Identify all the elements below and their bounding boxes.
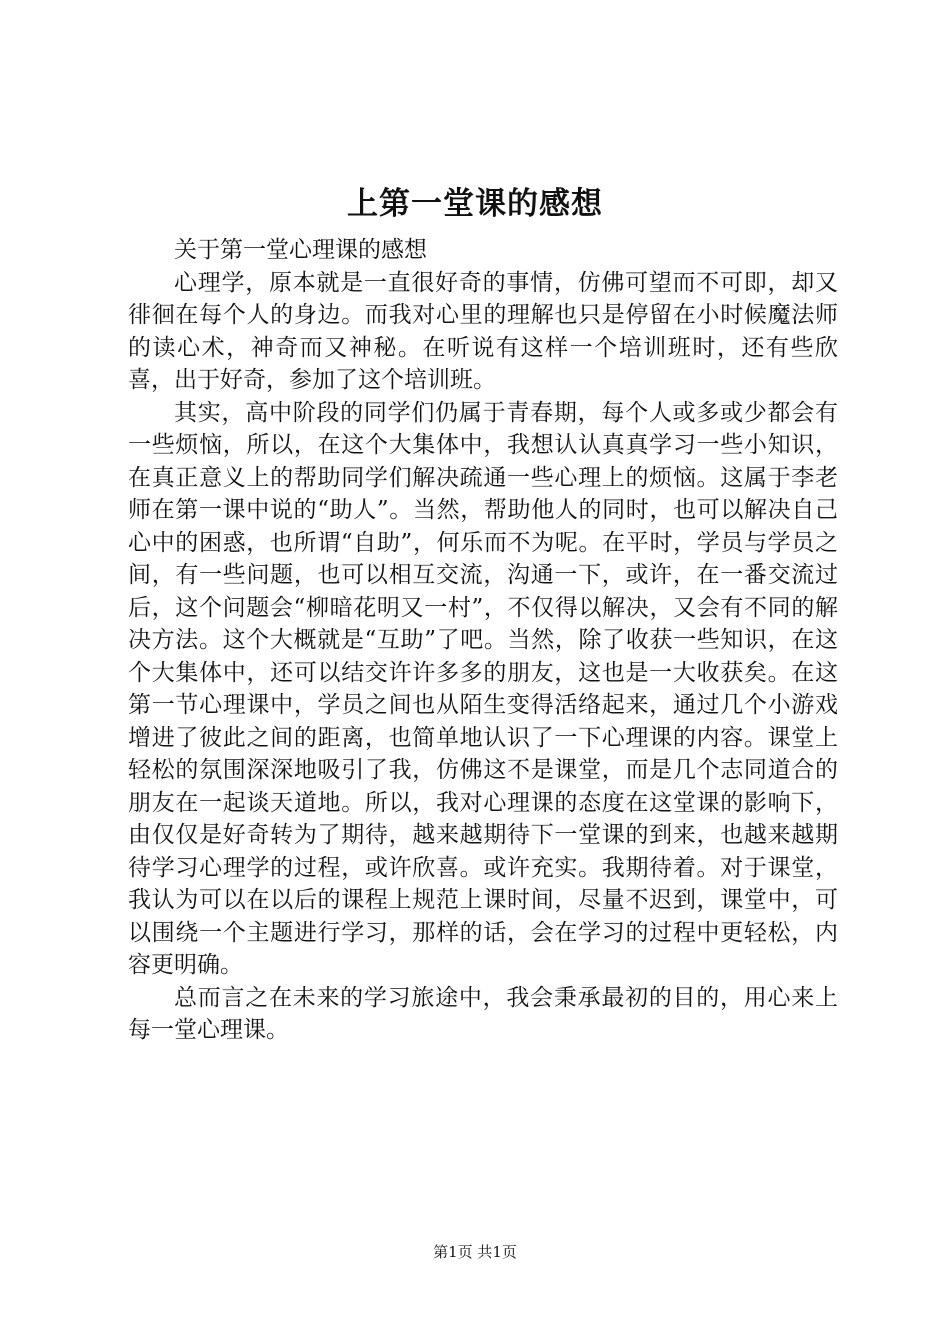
paragraph-main: 其实，高中阶段的同学们仍属于青春期，每个人或多或少都会有一些烦恼，所以，在这个大集体中，我想认认真真学习一些小知识，在真正意义上的帮助同学们解决疏通一些心理上的烦恼。这属于李老师在第一课中说的“助人”。当然，帮助他人的同时，也可以解决自己心中的困惑，也所谓“自助”，何乐而不为呢。在平时，学员与学员之间，有一些问题，也可以相互交流，沟通一下，或许，在一番交流过后，这个问题会“柳暗花明又一村”，不仅得以解决，又会有不同的解决方法。这个大概就是“互助”了吧。当然，除了收获一些知识，在这个大集体中，还可以结交许许多多的朋友，这也是一大收获矣。在这第一节心理课中，学员之间也从陌生变得活络起来，通过几个小游戏增进了彼此之间的距离，也简单地认识了一下心理课的内容。课堂上轻松的氛围深深地吸引了我，仿佛这不是课堂，而是几个志同道合的朋友在一起谈天道地。所以，我对心理课的态度在这堂课的影响下，由仅仅是好奇转为了期待，越来越期待下一堂课的到来，也越来越期待学习心理学的过程，或许欣喜。或许充实。我期待着。对于课堂，我认为可以在以后的课程上规范上课时间，尽量不迟到，课堂中，可以围绕一个主题进行学习，那样的话，会在学习的过程中更轻松，内容更明确。 — [128, 399, 838, 978]
paragraph-intro: 心理学，原本就是一直很好奇的事情，仿佛可望而不可即，却又徘徊在每个人的身边。而我对心里的理解也只是停留在小时候魔法师的读心术，神奇而又神秘。在听说有这样一个培训班时，还有些欣喜，出于好奇，参加了这个培训班。 — [128, 269, 838, 393]
paragraph-subtitle: 关于第一堂心理课的感想 — [174, 237, 427, 263]
document-title: 上第一堂课的感想 — [347, 186, 603, 222]
document-body — [128, 234, 838, 1047]
page-footer: 第1页 共1页 — [433, 1243, 517, 1261]
paragraph-conclusion: 总而言之在未来的学习旅途中，我会秉承最初的目的，用心来上每一堂心理课。 — [128, 984, 838, 1043]
